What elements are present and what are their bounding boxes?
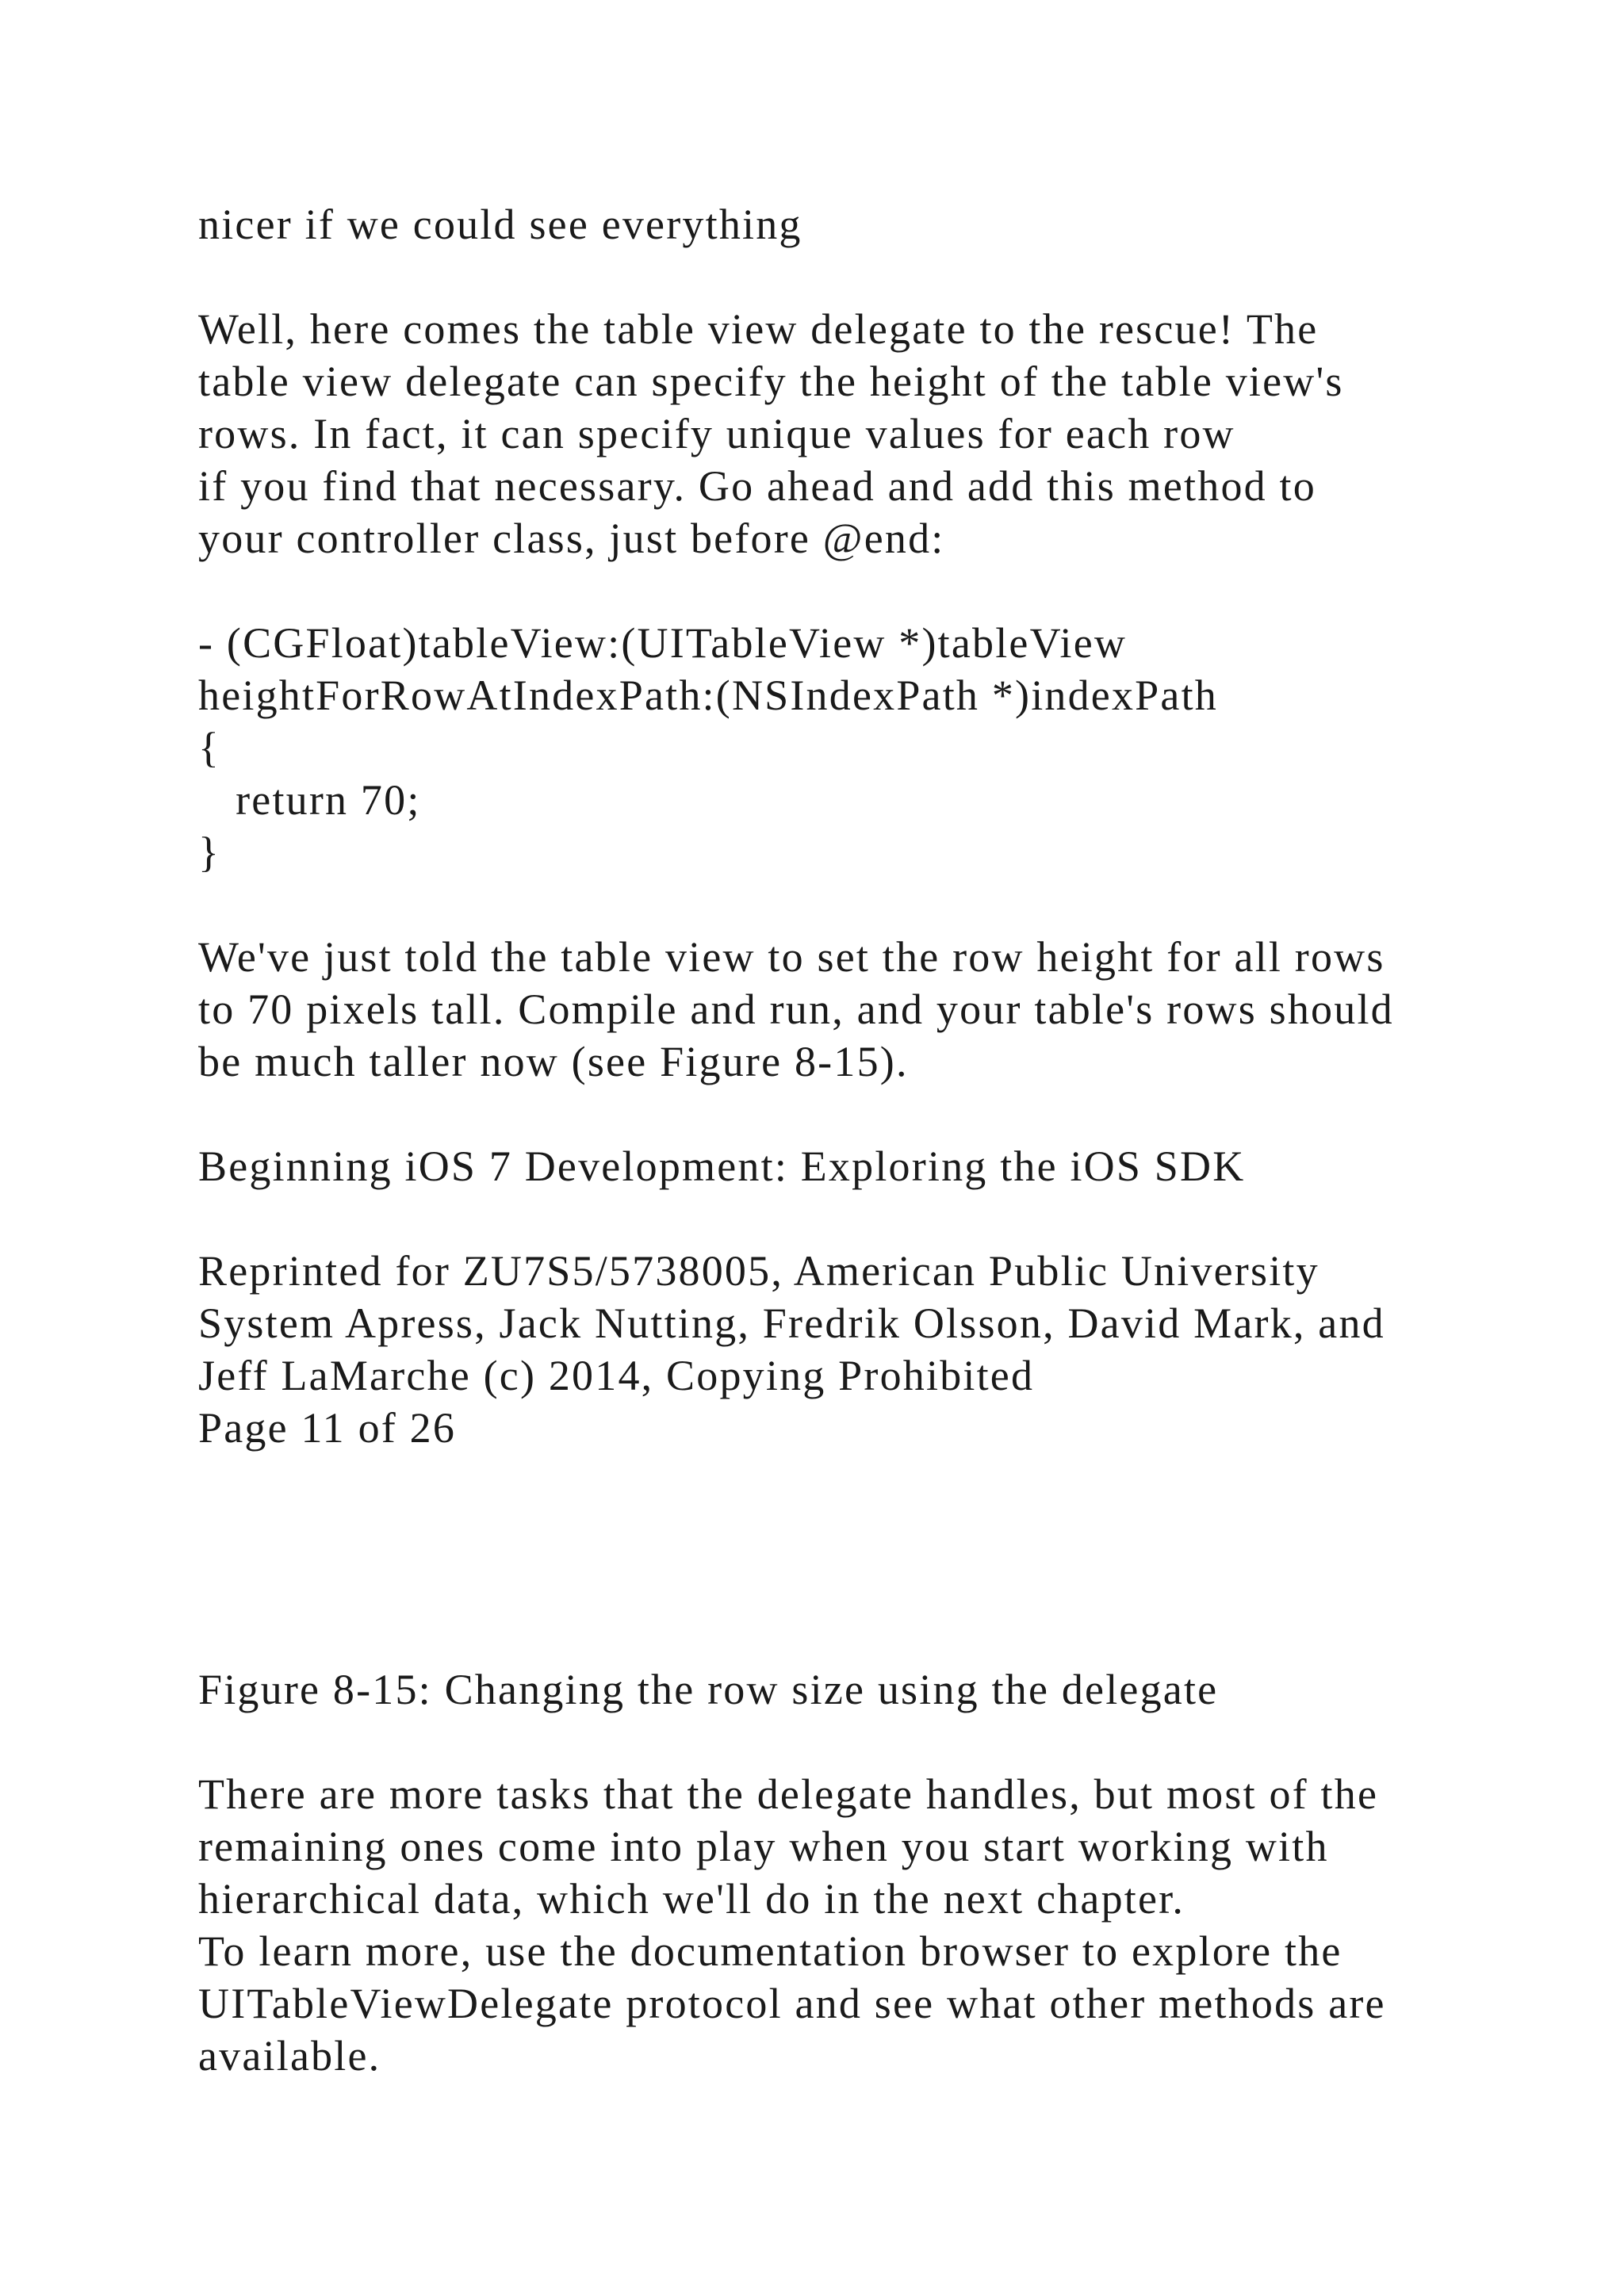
paragraph-line: available. xyxy=(198,2032,381,2080)
paragraph-line: Well, here comes the table view delegate to the rescue! The xyxy=(198,305,1319,353)
paragraph-line: rows. In fact, it can specify unique values for each row xyxy=(198,410,1235,457)
reprint-line: Jeff LaMarche (c) 2014, Copying Prohibited xyxy=(198,1352,1035,1399)
paragraph-line: remaining ones come into play when you start working with xyxy=(198,1823,1329,1870)
paragraph-line: There are more tasks that the delegate handles, but most of the xyxy=(198,1770,1379,1818)
paragraph-line: to 70 pixels tall. Compile and run, and your table's rows should xyxy=(198,985,1394,1033)
paragraph-line: hierarchical data, which we'll do in the next chapter. xyxy=(198,1875,1185,1923)
paragraph-line: UITableViewDelegate protocol and see what other methods are xyxy=(198,1980,1386,2027)
reprint-line: Reprinted for ZU7S5/5738005, American Public University xyxy=(198,1247,1320,1295)
paragraph-line: be much taller now (see Figure 8-15). xyxy=(198,1038,909,1085)
paragraph-line: if you find that necessary. Go ahead and add this method to xyxy=(198,462,1316,510)
code-line: { xyxy=(198,724,221,771)
code-line: } xyxy=(198,828,221,876)
paragraph-line: We've just told the table view to set the row height for all rows xyxy=(198,933,1385,981)
page-number: Page 11 of 26 xyxy=(198,1404,457,1452)
code-line: heightForRowAtIndexPath:(NSIndexPath *)indexPath xyxy=(198,672,1218,719)
paragraph-line: table view delegate can specify the height of the table view's xyxy=(198,358,1344,405)
figure-caption: Figure 8-15: Changing the row size using the delegate xyxy=(198,1666,1219,1713)
paragraph-line: your controller class, just before @end: xyxy=(198,515,945,562)
reprint-line: System Apress, Jack Nutting, Fredrik Olsson, David Mark, and xyxy=(198,1299,1385,1347)
code-line: return 70; xyxy=(198,776,421,824)
code-line: - (CGFloat)tableView:(UITableView *)tableView xyxy=(198,619,1128,667)
book-title: Beginning iOS 7 Development: Exploring the iOS SDK xyxy=(198,1142,1246,1190)
paragraph-line: To learn more, use the documentation browser to explore the xyxy=(198,1927,1342,1975)
intro-text: nicer if we could see everything xyxy=(198,201,802,248)
